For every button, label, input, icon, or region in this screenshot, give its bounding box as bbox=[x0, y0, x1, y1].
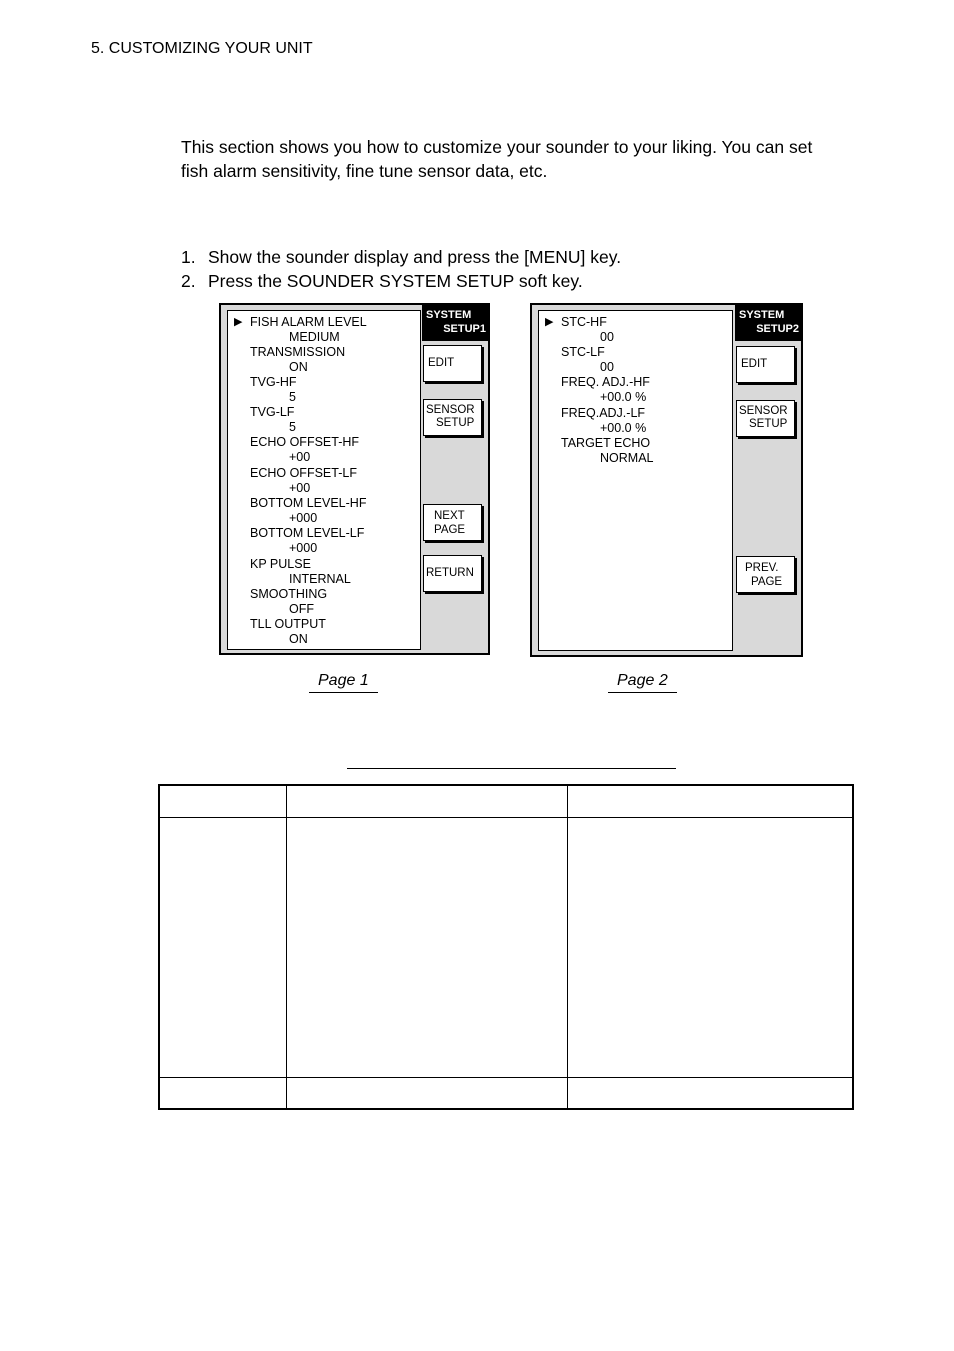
menu-value: +00.0 % bbox=[600, 421, 647, 435]
menu-item-transmission[interactable]: TRANSMISSION bbox=[250, 345, 346, 359]
menu-description-table bbox=[158, 784, 854, 1110]
table-column-divider bbox=[286, 786, 287, 1108]
cursor-arrow-icon: ▶ bbox=[234, 316, 243, 328]
intro-paragraph: This section shows you how to customize your sounder to your liking. You can set fish alarm sensitivity, fine tune sensor data, etc. bbox=[181, 137, 813, 181]
menu-value: OFF bbox=[289, 602, 314, 616]
table-row-divider bbox=[160, 1077, 852, 1078]
step-text: Press the SOUNDER SYSTEM SETUP soft key. bbox=[208, 271, 583, 291]
system-setup1-screen bbox=[219, 303, 490, 655]
title-line-2: SETUP2 bbox=[756, 323, 799, 335]
table-column-divider bbox=[567, 786, 568, 1108]
button-label: RETURN bbox=[426, 567, 474, 579]
button-label: PREV. bbox=[745, 562, 779, 574]
menu-value: +00 bbox=[289, 481, 311, 495]
button-label: PAGE bbox=[751, 576, 783, 588]
menu-value: 5 bbox=[289, 420, 296, 434]
step-1 bbox=[181, 245, 621, 269]
step-2 bbox=[181, 269, 621, 293]
step-number: 1. bbox=[181, 247, 196, 267]
menu-value: 00 bbox=[600, 360, 614, 374]
menu-item-bottom-level-hf[interactable]: BOTTOM LEVEL-HF bbox=[250, 496, 367, 510]
menu-item-echo-offset-hf[interactable]: ECHO OFFSET-HF bbox=[250, 435, 360, 449]
button-label: EDIT bbox=[741, 358, 768, 370]
menu-value: ON bbox=[289, 632, 308, 646]
menu-list bbox=[538, 310, 733, 651]
menu-value: NORMAL bbox=[600, 451, 654, 465]
table-title-rule bbox=[347, 768, 676, 769]
edit-button[interactable] bbox=[423, 345, 482, 382]
menu-value: MEDIUM bbox=[289, 330, 340, 344]
next-page-button[interactable] bbox=[423, 504, 482, 541]
menu-value: +00.0 % bbox=[600, 390, 647, 404]
button-label: NEXT bbox=[434, 510, 465, 522]
button-label: SENSOR bbox=[426, 404, 475, 416]
page2-caption: Page 2 bbox=[608, 672, 677, 693]
menu-item-smoothing[interactable]: SMOOTHING bbox=[250, 587, 328, 601]
menu-value: INTERNAL bbox=[289, 572, 351, 586]
step-number: 2. bbox=[181, 271, 196, 291]
menu-item-kp-pulse[interactable]: KP PULSE bbox=[250, 557, 311, 571]
button-label: SETUP bbox=[436, 417, 475, 429]
menu-value: 00 bbox=[600, 330, 614, 344]
system-setup2-screen bbox=[530, 303, 803, 657]
menu-item-tll-output[interactable]: TLL OUTPUT bbox=[250, 617, 326, 631]
menu-item-stc-lf[interactable]: STC-LF bbox=[561, 345, 605, 359]
menu-item-bottom-level-lf[interactable]: BOTTOM LEVEL-LF bbox=[250, 526, 365, 540]
menu-item-freq-adj-hf[interactable]: FREQ. ADJ.-HF bbox=[561, 375, 650, 389]
title-line-2: SETUP1 bbox=[443, 323, 486, 335]
menu-value: +00 bbox=[289, 450, 311, 464]
menu-title bbox=[422, 305, 488, 341]
cursor-arrow-icon: ▶ bbox=[545, 316, 554, 328]
page1-caption: Page 1 bbox=[309, 672, 378, 693]
menu-item-tvg-hf[interactable]: TVG-HF bbox=[250, 375, 297, 389]
menu-item-target-echo[interactable]: TARGET ECHO bbox=[561, 436, 651, 450]
menu-item-tvg-lf[interactable]: TVG-LF bbox=[250, 405, 295, 419]
step-text: Show the sounder display and press the [MENU] key. bbox=[208, 247, 622, 267]
button-label: SENSOR bbox=[739, 405, 788, 417]
button-label: SETUP bbox=[749, 418, 788, 430]
menu-item-fish-alarm-level[interactable]: FISH ALARM LEVEL bbox=[250, 315, 367, 329]
prev-page-button[interactable] bbox=[736, 556, 795, 593]
button-label: EDIT bbox=[428, 357, 455, 369]
page-header: 5. CUSTOMIZING YOUR UNIT bbox=[91, 40, 313, 57]
edit-button[interactable] bbox=[736, 346, 795, 383]
button-label: PAGE bbox=[434, 524, 466, 536]
menu-list bbox=[227, 310, 421, 650]
table-header-divider bbox=[160, 817, 852, 818]
menu-item-echo-offset-lf[interactable]: ECHO OFFSET-LF bbox=[250, 466, 357, 480]
menu-item-freq-adj-lf[interactable]: FREQ.ADJ.-LF bbox=[561, 406, 646, 420]
sensor-setup-button[interactable] bbox=[736, 400, 795, 437]
menu-item-stc-hf[interactable]: STC-HF bbox=[561, 315, 607, 329]
title-line-1: SYSTEM bbox=[739, 309, 785, 321]
menu-value: ON bbox=[289, 360, 308, 374]
menu-value: +000 bbox=[289, 541, 318, 555]
return-button[interactable] bbox=[423, 555, 482, 592]
menu-value: 5 bbox=[289, 390, 296, 404]
sensor-setup-button[interactable] bbox=[423, 399, 482, 436]
menu-title bbox=[735, 305, 801, 341]
menu-value: +000 bbox=[289, 511, 318, 525]
steps-list bbox=[181, 245, 621, 293]
title-line-1: SYSTEM bbox=[426, 309, 472, 321]
